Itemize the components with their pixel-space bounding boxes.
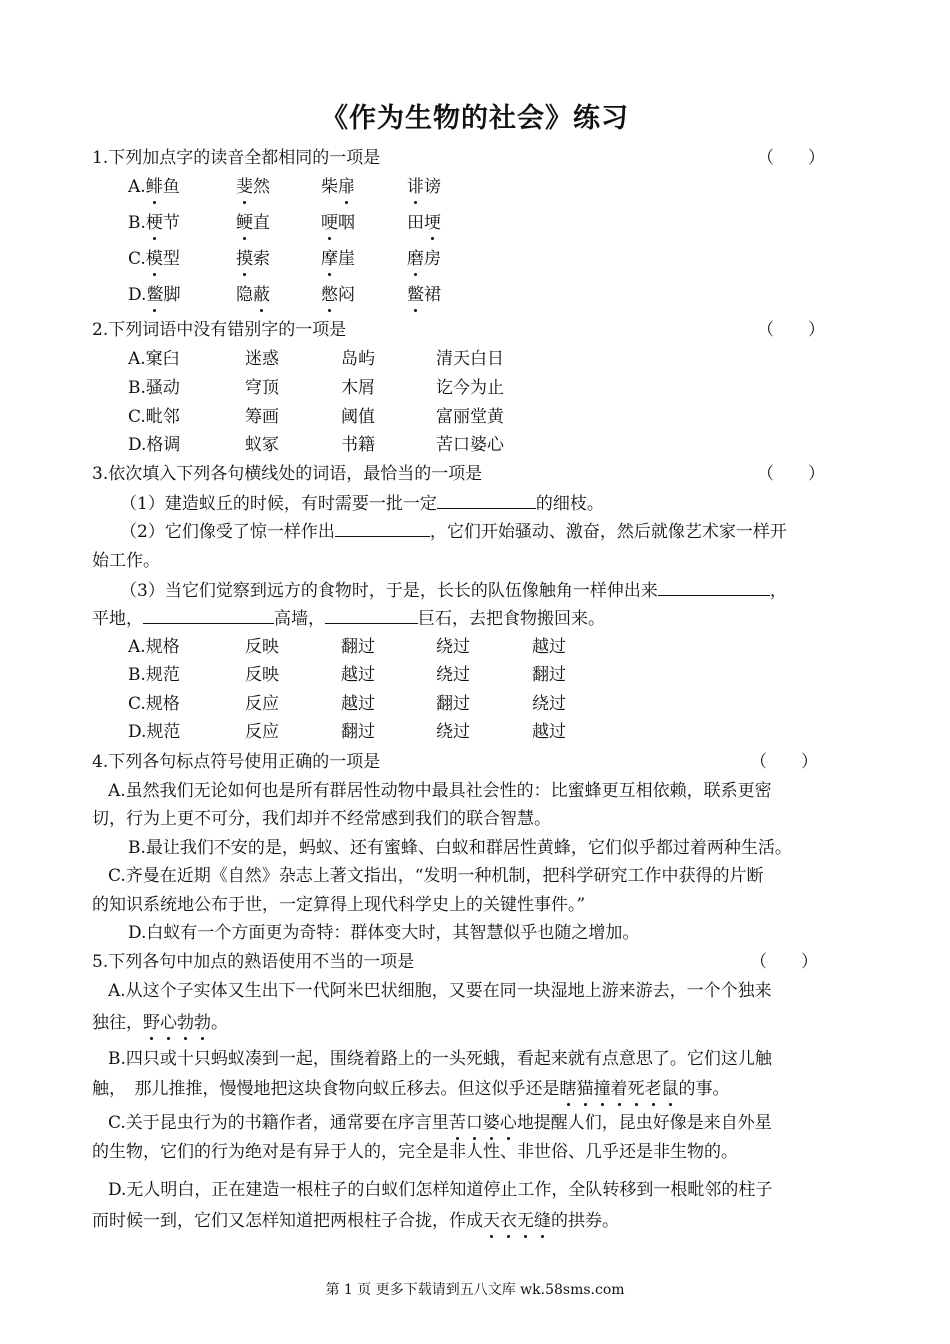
q1-option-d-2: 隐蔽: [236, 280, 270, 305]
q3-option-c-5: 绕过: [532, 694, 566, 714]
q1-option-a-2: 斐然: [236, 172, 270, 197]
q4-option-c-line1: C.齐曼在近期《自然》杂志上著文指出，“发明一种机制，把科学研究工作中获得的片断: [108, 866, 764, 886]
q3-option-a-1: A.规格: [128, 637, 180, 657]
q4-option-c-line2: 的知识系统地公布于世，一定算得上现代科学史上的关键性事件。”: [92, 895, 586, 915]
q1-option-a-4: 诽谤: [407, 172, 441, 197]
q2-option-d-2: 蚁冢: [245, 435, 279, 455]
q5-option-a-line1: A.从这个子实体又生出下一代阿米巴状细胞，又要在同一块湿地上游来游去，一个个独来: [108, 981, 772, 1001]
q4-option-a-line2: 切，行为上更不可分，我们却并不经常感到我们的联合智慧。: [92, 809, 551, 829]
q1-option-c-3: 摩崖: [321, 244, 355, 269]
question-2-stem: 2.下列词语中没有错别字的一项是: [92, 320, 347, 340]
q5-option-b-line1: B.四只或十只蚂蚁凑到一起，围绕着路上的一头死蛾，看起来就有点意思了。它们这儿触: [108, 1049, 772, 1069]
question-1-stem: 1.下列加点字的读音全都相同的一项是: [92, 148, 381, 168]
q3-option-a-4: 绕过: [436, 637, 470, 657]
q3-option-d-5: 越过: [532, 722, 566, 742]
q1-option-d-3: 憋闷: [321, 280, 355, 305]
q1-option-b-1: B.梗节: [128, 208, 180, 233]
q3-option-d-2: 反应: [245, 722, 279, 742]
q4-option-d: D.白蚁有一个方面更为奇特：群体变大时，其智慧似乎也随之增加。: [128, 923, 640, 943]
q1-option-b-4: 田埂: [407, 208, 441, 233]
q2-option-d-4: 苦口婆心: [436, 435, 504, 455]
q3-option-b-3: 越过: [341, 665, 375, 685]
q5-option-d-line1: D.无人明白，正在建造一根柱子的白蚁们怎样知道停止工作，全队转移到一根毗邻的柱子: [108, 1180, 773, 1200]
q3-option-b-2: 反映: [245, 665, 279, 685]
q3-option-a-5: 越过: [532, 637, 566, 657]
q1-option-d-1: D.鳖脚: [128, 280, 180, 305]
q5-option-b-line2: 触， 那儿推推，慢慢地把这块食物向蚁丘移去。但这似乎还是瞎猫撞着死老鼠的事。: [92, 1074, 730, 1099]
q1-option-a-1: A.鲱鱼: [128, 172, 180, 197]
question-5-stem: 5.下列各句中加点的熟语使用不当的一项是: [92, 952, 415, 972]
answer-paren: （ ）: [750, 752, 818, 772]
q3-option-b-4: 绕过: [436, 665, 470, 685]
q3-option-d-1: D.规范: [128, 722, 181, 742]
q5-option-d-line2: 而时候一到，它们又怎样知道把两根柱子合拢，作成天衣无缝的拱券。: [92, 1206, 619, 1231]
q5-option-c-line2: 的生物，它们的行为绝对是有异于人的，完全是非人性、非世俗、几乎还是非生物的。: [92, 1142, 738, 1162]
q3-option-d-4: 绕过: [436, 722, 470, 742]
answer-paren: （ ）: [750, 952, 818, 972]
q4-option-b: B.最让我们不安的是，蚂蚁、还有蜜蜂、白蚁和群居性黄蜂，它们似乎都过着两种生活。: [128, 838, 792, 858]
question-3-stem: 3.依次填入下列各句横线处的词语，最恰当的一项是: [92, 464, 483, 484]
question-4-stem: 4.下列各句标点符号使用正确的一项是: [92, 752, 381, 772]
q1-option-c-4: 磨房: [407, 244, 441, 269]
q2-option-c-2: 筹画: [245, 407, 279, 427]
q2-option-d-1: D.格调: [128, 435, 181, 455]
q2-option-d-3: 书籍: [341, 435, 375, 455]
q1-option-c-1: C.模型: [128, 244, 180, 269]
q5-option-a-line2: 独往，野心勃勃。: [92, 1008, 228, 1033]
q3-sentence-3-cont: 平地， 高墙， 巨石，去把食物搬回来。: [92, 609, 605, 629]
q2-option-c-4: 富丽堂黄: [436, 407, 504, 427]
q1-option-b-2: 鲠直: [236, 208, 270, 233]
q3-sentence-3: （3）当它们觉察到远方的食物时，于是，长长的队伍像触角一样伸出来 ，: [120, 581, 787, 601]
q2-option-a-2: 迷惑: [245, 349, 279, 369]
q3-sentence-1: （1）建造蚁丘的时候，有时需要一批一定 的细枝。: [120, 494, 604, 514]
q2-option-b-2: 穹顶: [245, 378, 279, 398]
q3-sentence-2: （2）它们像受了惊一样作出 ，它们开始骚动、激奋，然后就像艺术家一样开: [120, 522, 787, 542]
answer-paren: （ ）: [757, 464, 825, 484]
q1-option-b-3: 哽咽: [321, 208, 355, 233]
page-title: 《作为生物的社会》练习: [321, 103, 629, 134]
q2-option-b-1: B.骚动: [128, 378, 180, 398]
q2-option-a-3: 岛屿: [341, 349, 375, 369]
q3-option-a-2: 反映: [245, 637, 279, 657]
q2-option-b-4: 讫今为止: [436, 378, 504, 398]
q3-option-b-5: 翻过: [532, 665, 566, 685]
q3-option-c-4: 翻过: [436, 694, 470, 714]
q3-option-c-3: 越过: [341, 694, 375, 714]
q3-option-c-2: 反应: [245, 694, 279, 714]
q1-option-c-2: 摸索: [236, 244, 270, 269]
q1-option-a-3: 柴扉: [321, 172, 355, 197]
answer-paren: （ ）: [757, 320, 825, 340]
q3-sentence-2-cont: 始工作。: [92, 551, 160, 571]
q2-option-a-4: 清天白日: [436, 349, 504, 369]
q3-option-d-3: 翻过: [341, 722, 375, 742]
answer-paren: （ ）: [757, 148, 825, 168]
q3-option-c-1: C.规格: [128, 694, 180, 714]
q3-option-b-1: B.规范: [128, 665, 180, 685]
q2-option-c-1: C.毗邻: [128, 407, 180, 427]
q2-option-a-1: A.窠臼: [128, 349, 180, 369]
page-footer: 第 1 页 更多下载请到五八文库 wk.58sms.com: [325, 1282, 625, 1298]
q2-option-b-3: 木屑: [341, 378, 375, 398]
q5-option-c-line1: C.关于昆虫行为的书籍作者，通常要在序言里苦口婆心地提醒人们，昆虫好像是来自外星: [108, 1108, 772, 1133]
q3-option-a-3: 翻过: [341, 637, 375, 657]
q4-option-a-line1: A.虽然我们无论如何也是所有群居性动物中最具社会性的：比蜜蜂更互相依赖，联系更密: [108, 781, 772, 801]
q2-option-c-3: 阈值: [341, 407, 375, 427]
q1-option-d-4: 鳖裙: [407, 280, 441, 305]
